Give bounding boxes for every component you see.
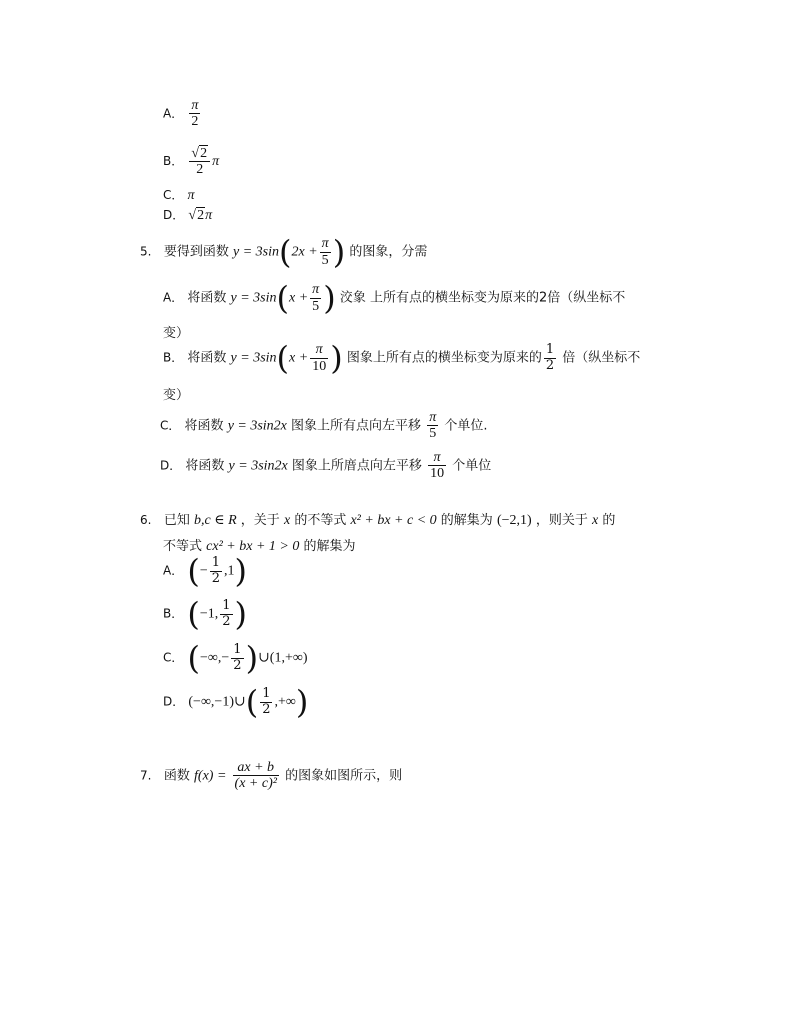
q4-option-c: C． π: [163, 188, 195, 203]
q6-option-a: A． (− $\frac{1}{2}$ ,1): [163, 552, 248, 590]
option-label: D．: [163, 208, 185, 222]
q7-stem: 7. 函数 f(x) = $\frac{ax + b}{\text{(x + c)²}}$ 的图象如图所示，则: [140, 760, 403, 792]
q6-option-c: C． (−∞,− $\frac{1}{2}$ )∪(1,+∞): [163, 639, 308, 677]
q5-option-b: B． 将函数 y = 3sin(x + $\frac{\pi}{10}$ ) 图象上所有点的横坐标变为原来的 $\frac{1}{2}$ 倍（纵坐标不: [163, 339, 641, 377]
option-label: A．: [163, 106, 184, 121]
q6-stem-line1: 6. 已知 b,c ∈ R ，关于 x 的不等式 x² + bx + c < 0 的解集为 (−2,1) ，则关于 x 的: [140, 513, 616, 528]
q4-option-b: B． $\frac{√2}{2}$ π: [163, 146, 220, 178]
q6-option-b: B． (−1, $\frac{1}{2}$ ): [163, 595, 248, 633]
q6-option-d: D． (−∞,−1)∪( $\frac{1}{2}$ ,+∞): [163, 683, 309, 721]
option-label: C．: [163, 188, 184, 202]
fraction: $\frac{\pi}{2}$: [191, 98, 199, 130]
q5-option-d: D． 将函数 y = 3sin2x 图象上所庴点向左平移 $\frac{\pi}{10}$ 个单位: [160, 450, 492, 482]
q5-option-a: A． 将函数 y = 3sin(x + $\frac{\pi}{5}$ ) 洨象 上所有点的横坐标变为原来的2倍（纵坐标不: [163, 279, 626, 317]
q5-option-b-cont: 变）: [163, 388, 190, 403]
q6-stem-line2: 不等式 cx² + bx + 1 > 0 的解集为: [163, 539, 356, 554]
q4-option-d: D． √2π: [163, 208, 213, 223]
q5-option-a-cont: 变）: [163, 326, 190, 341]
q5-option-c: C． 将函数 y = 3sin2x 图象上所有点向左平移 $\frac{\pi}{5}$ 个单位.: [160, 410, 488, 442]
q4-option-a: [163, 98, 202, 130]
option-label: B．: [163, 153, 184, 168]
q5-stem: 5. 要得到函数 y = 3sin(2x + $\frac{\pi}{5}$ ) 的图象，分需: [140, 233, 428, 271]
fraction: $\frac{√2}{2}$: [189, 145, 210, 178]
